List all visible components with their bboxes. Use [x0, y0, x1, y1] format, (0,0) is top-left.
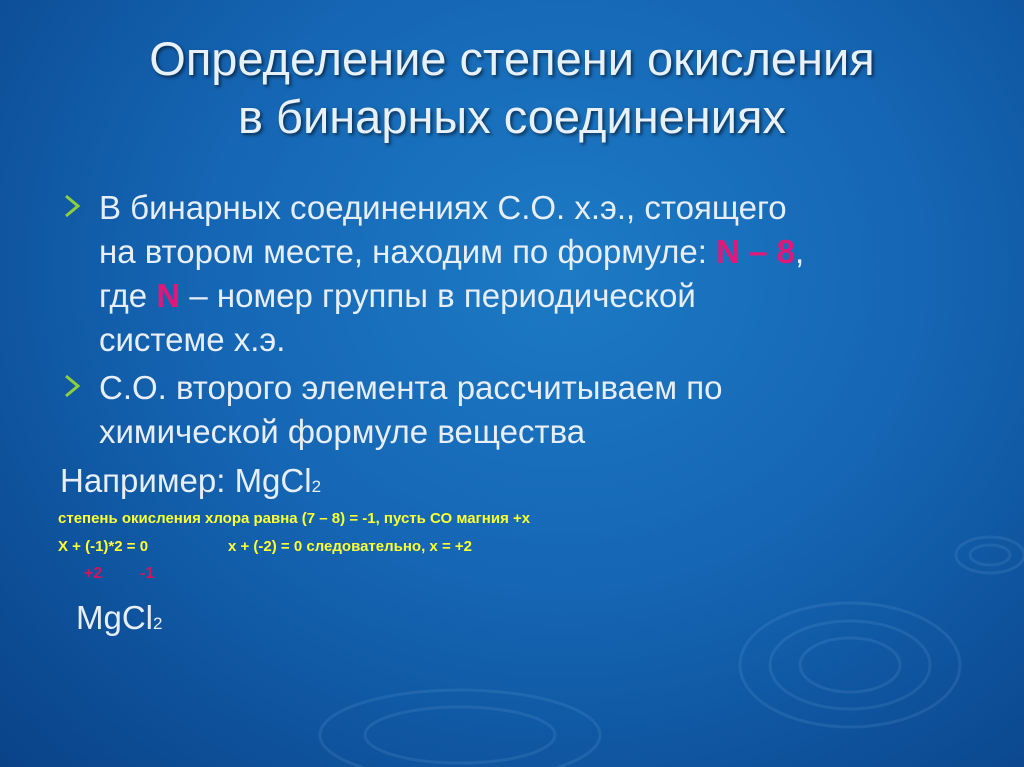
bullet-1-line-2-text: на втором месте, находим по формуле:: [99, 233, 717, 270]
bullet-item-2: [62, 366, 972, 454]
bullet-2-line-2: химической формуле вещества: [99, 413, 586, 450]
formula-highlight: N – 8: [716, 233, 795, 270]
charge-cl: -1: [140, 565, 155, 582]
calc-equation-1: Х + (-1)*2 = 0: [58, 538, 149, 555]
calc-line-1: степень окисления хлора равна (7 – 8) = -1, пусть СО магния +х: [58, 510, 531, 527]
formula-subscript: 2: [153, 614, 163, 633]
bullet-1-line-1: В бинарных соединениях С.О. х.э., стоящего: [99, 189, 787, 226]
bullet-1-line-2-comma: ,: [794, 233, 805, 270]
bullet-1-line-3: [99, 274, 972, 318]
title-line-1: Определение степени окисления: [149, 32, 875, 85]
bullet-1-line-3-post: – номер группы в периодической: [180, 277, 696, 314]
arrow-bullet-icon: [62, 371, 84, 401]
charge-mg: +2: [84, 565, 103, 582]
oxidation-charges: [84, 565, 204, 587]
formula-text: MgCl: [76, 599, 154, 636]
calc-equation-2: х + (-2) = 0 следовательно, х = +2: [228, 538, 472, 555]
bullet-item-1: [62, 186, 972, 362]
bullet-list: [62, 186, 972, 454]
example-heading: [60, 459, 321, 509]
example-label: Например: MgCl: [60, 462, 312, 499]
bullet-1-line-4: системе х.э.: [99, 321, 286, 358]
formula-mgcl2: [76, 596, 162, 646]
slide-title: [0, 30, 1024, 146]
arrow-bullet-icon: [62, 191, 84, 221]
n-highlight: N: [156, 277, 181, 314]
bullet-1-line-2: [99, 230, 972, 274]
example-subscript: 2: [311, 477, 322, 496]
bullet-1-line-3-pre: где: [99, 277, 157, 314]
bullet-2-line-1: С.О. второго элемента рассчитываем по: [99, 369, 723, 406]
title-line-2: в бинарных соединениях: [238, 90, 786, 143]
